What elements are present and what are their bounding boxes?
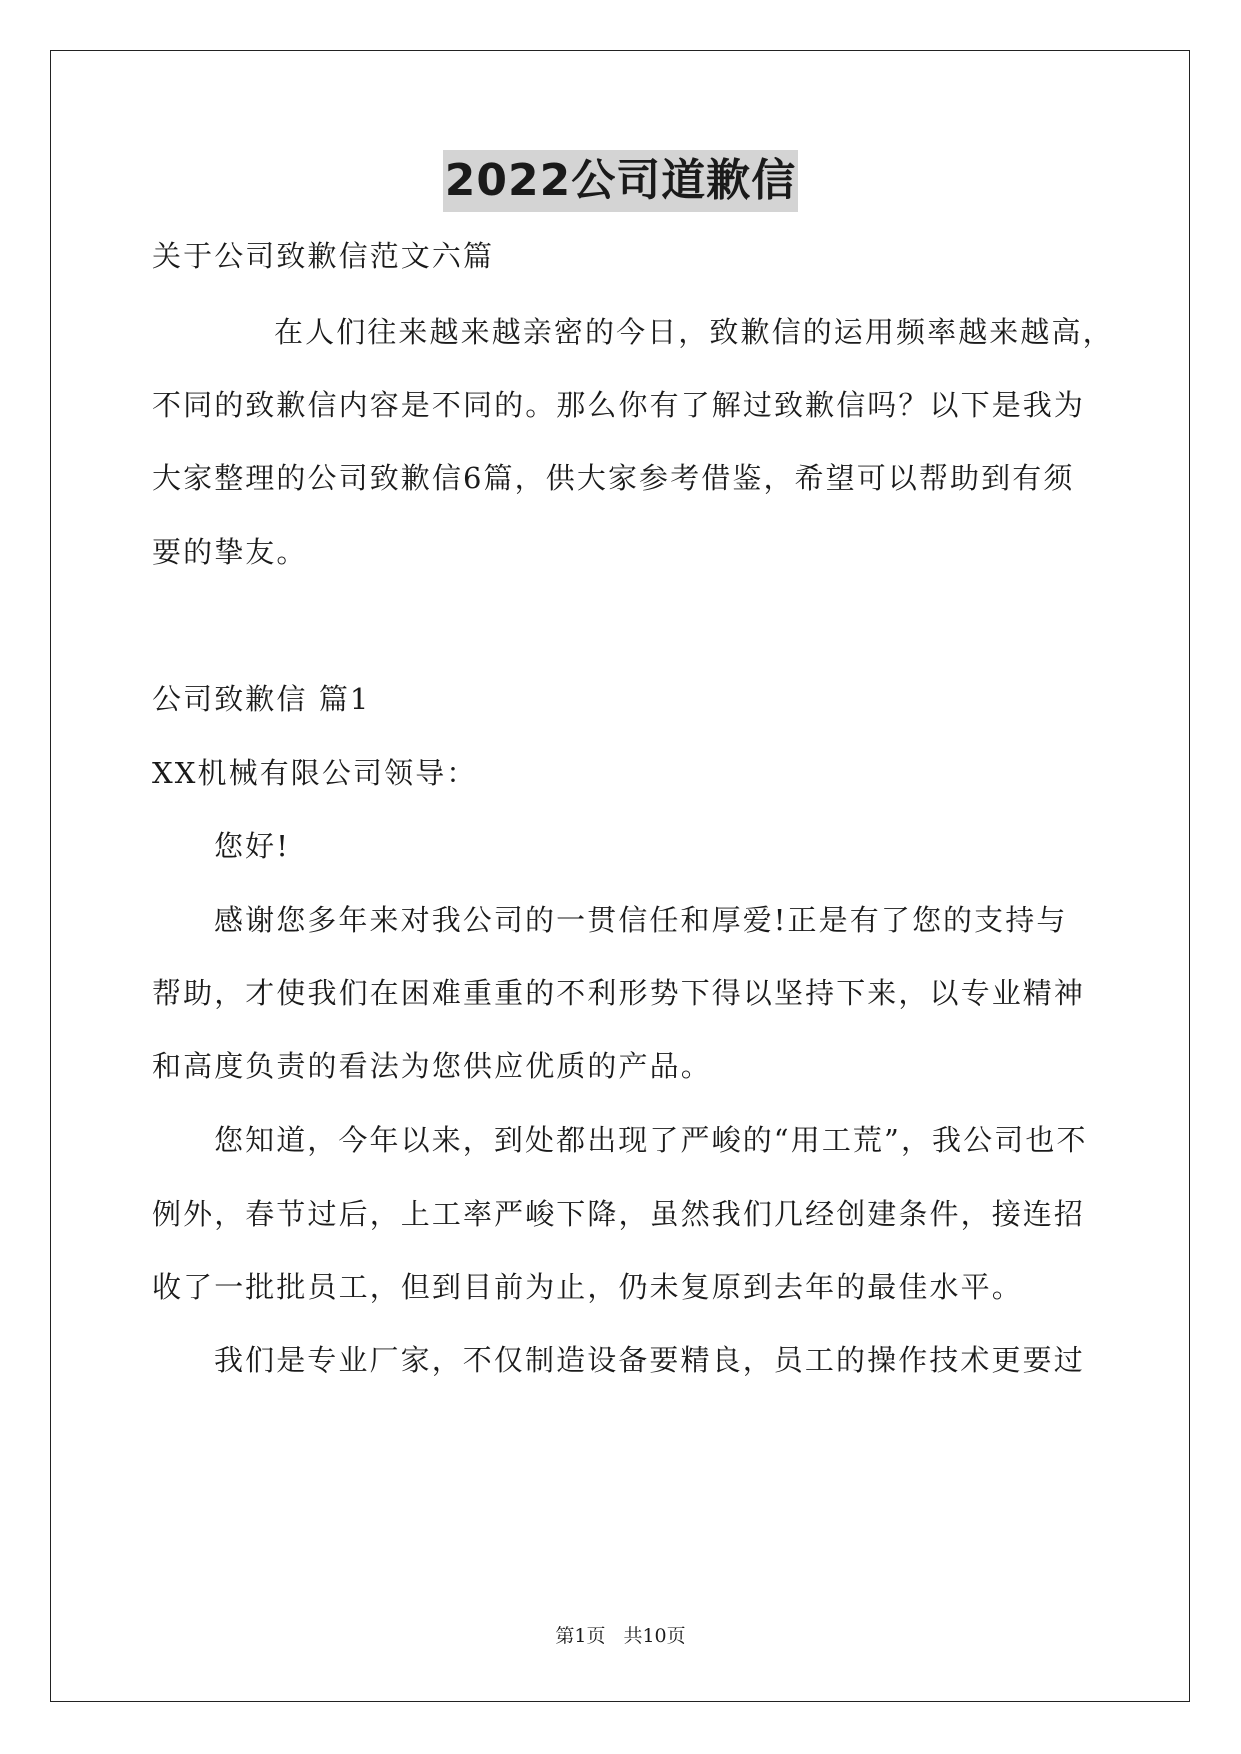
document-title: 2022公司道歉信 (443, 150, 798, 212)
document-subtitle: 关于公司致歉信范文六篇 (152, 239, 495, 273)
paragraph3-line-1: 我们是专业厂家，不仅制造设备要精良，员工的操作技术更要过 (214, 1343, 1085, 1377)
page-total: 共10页 (623, 1625, 686, 1647)
page-border (50, 50, 1190, 1702)
letter-salutation: XX机械有限公司领导： (152, 756, 478, 790)
paragraph2-line-1: 您知道，今年以来，到处都出现了严峻的“用工荒”，我公司也不 (214, 1123, 1088, 1157)
page-number: 第1页 (555, 1625, 606, 1647)
title-container (0, 150, 1241, 212)
intro-line-2: 不同的致歉信内容是不同的。那么你有了解过致歉信吗？以下是我为 (152, 388, 1086, 422)
section-heading: 公司致歉信 篇1 (152, 682, 371, 716)
paragraph2-line-2: 例外，春节过后，上工率严峻下降，虽然我们几经创建条件，接连招 (152, 1197, 1086, 1231)
intro-line-1: 在人们往来越来越亲密的今日，致歉信的运用频率越来越高， (274, 315, 1114, 349)
paragraph2-line-3: 收了一批批员工，但到目前为止，仍未复原到去年的最佳水平。 (152, 1270, 1023, 1304)
page-footer (0, 1624, 1241, 1648)
paragraph1-line-3: 和高度负责的看法为您供应优质的产品。 (152, 1049, 712, 1083)
paragraph1-line-1: 感谢您多年来对我公司的一贯信任和厚爱!正是有了您的支持与 (214, 903, 1068, 937)
paragraph1-line-2: 帮助，才使我们在困难重重的不利形势下得以坚持下来，以专业精神 (152, 976, 1086, 1010)
letter-greeting: 您好! (214, 829, 290, 863)
intro-line-4: 要的挚友。 (152, 535, 308, 569)
intro-line-3: 大家整理的公司致歉信6篇，供大家参考借鉴，希望可以帮助到有须 (152, 461, 1075, 495)
